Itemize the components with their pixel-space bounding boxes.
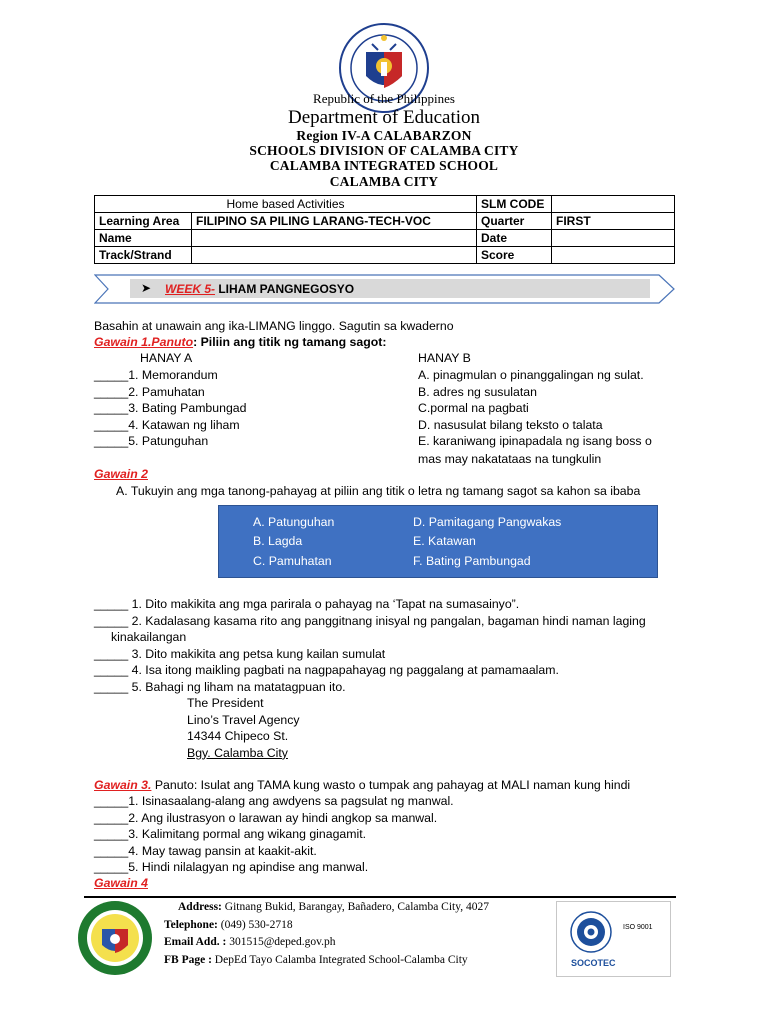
choice-f: F. Bating Pambungad: [413, 554, 531, 568]
address-line: 14344 Chipeco St.: [187, 729, 289, 744]
track-value[interactable]: [192, 247, 477, 264]
week-label: WEEK 5- LIHAM PANGNEGOSYO: [165, 282, 355, 296]
list-item: _____ 4. Isa itong maikling pagbati na nagpapahayag ng paggalang at pamamaalam.: [94, 663, 559, 678]
list-item: mas may nakatataas na tungkulin: [418, 451, 602, 466]
school-logo: [76, 899, 154, 977]
list-item: _____ 2. Kadalasang kasama rito ang panggitnang inisyal ng pangalan, bagaman hindi naman laging: [94, 613, 646, 628]
gawain3-items: [94, 793, 454, 876]
intro-text: Basahin at unawain ang ika-LIMANG linggo. Sagutin sa kwaderno: [94, 319, 454, 333]
list-item: E. karaniwang ipinapadala ng isang boss o: [418, 434, 652, 449]
list-item: _____4. Katawan ng liham: [94, 417, 240, 432]
gawain2-instruction: A. Tukuyin ang mga tanong-pahayag at piliin ang titik o letra ng tamang sagot sa kahon sa ibaba: [116, 484, 641, 498]
gawain3-heading: Gawain 3. Panuto: Isulat ang TAMA kung wasto o tumpak ang pahayag at MALI naman kung hindi: [94, 778, 631, 792]
socotec-icon: [565, 908, 617, 956]
footer-divider: [84, 896, 676, 898]
list-item: _____4. May tawag pansin at kaakit-akit.: [94, 843, 317, 858]
list-item: C.pormal na pagbati: [418, 401, 529, 416]
department-title: Department of Education: [287, 107, 481, 128]
choices-box: [218, 505, 658, 578]
list-item: _____5. Hindi nilalagyan ng apindise ang manwal.: [94, 860, 369, 875]
socotec-certification-badge: [556, 901, 671, 977]
school-line: CALAMBA INTEGRATED SCHOOL: [269, 158, 499, 173]
list-item: _____5. Patunguhan: [94, 434, 209, 449]
date-value[interactable]: [552, 230, 675, 247]
hanay-b-title: HANAY B: [418, 351, 471, 365]
list-item: _____1. Memorandum: [94, 368, 218, 382]
iso-label: ISO 9001: [623, 924, 653, 931]
list-item: _____ 5. Bahagi ng liham na matatagpuan ito.: [94, 679, 346, 694]
list-item: _____ 3. Dito makikita ang petsa kung kailan sumulat: [94, 646, 386, 661]
address-line: The President: [187, 696, 264, 710]
choice-c: C. Pamuhatan: [253, 554, 332, 568]
list-item: D. nasusulat bilang teksto o talata: [418, 417, 603, 432]
name-label: Name: [95, 230, 192, 247]
slm-code-label: SLM CODE: [477, 196, 552, 213]
list-item: _____ 1. Dito makikita ang mga parirala o pahayag na ‘Tapat na sumasainyo”.: [94, 597, 520, 611]
home-based-cell: Home based Activities: [95, 196, 477, 213]
list-item: _____1. Isinasaalang-alang ang awdyens sa pagsulat ng manwal.: [94, 794, 454, 808]
score-value[interactable]: [552, 247, 675, 264]
hanay-a-list: [94, 367, 246, 450]
division-line: SCHOOLS DIVISION OF CALAMBA CITY: [249, 143, 519, 158]
list-item: B. adres ng susulatan: [418, 384, 537, 399]
choice-b: B. Lagda: [253, 534, 303, 548]
learning-area-value: FILIPINO SA PILING LARANG-TECH-VOC: [192, 213, 477, 230]
track-label: Track/Strand: [95, 247, 192, 264]
list-item: _____2. Pamuhatan: [94, 384, 205, 399]
name-value[interactable]: [192, 230, 477, 247]
choice-e: E. Katawan: [413, 534, 476, 548]
week-banner: [94, 274, 676, 304]
hanay-a-title: HANAY A: [140, 351, 193, 365]
list-item: _____3. Kalimitang pormal ang wikang ginagamit.: [94, 827, 367, 842]
info-table: [94, 195, 675, 264]
address-sample: [187, 695, 300, 761]
choice-d: D. Pamitagang Pangwakas: [413, 515, 562, 529]
list-item: _____2. Ang ilustrasyon o larawan ay hindi angkop sa manwal.: [94, 810, 438, 825]
quarter-value: FIRST: [552, 213, 675, 230]
date-label: Date: [477, 230, 552, 247]
gawain1-heading: Gawain 1.Panuto: Piliin ang titik ng tamang sagot:: [94, 335, 387, 349]
gawain2-items: [94, 596, 646, 696]
choice-a: A. Patunguhan: [253, 515, 335, 529]
hanay-b-list: [418, 367, 652, 468]
address-line: Bgy. Calamba City: [187, 745, 288, 760]
list-item: A. pinagmulan o pinanggalingan ng sulat.: [418, 368, 644, 382]
slm-code-value[interactable]: [552, 196, 675, 213]
arrow-bullet-icon: ➤: [141, 281, 152, 295]
region-line: Region IV-A CALABARZON: [296, 128, 472, 143]
list-item: kinakailangan: [111, 630, 187, 645]
socotec-label: SOCOTEC: [571, 958, 616, 968]
learning-area-label: Learning Area: [95, 213, 192, 230]
republic-line: Republic of the Philippines: [313, 91, 455, 106]
address-line: Lino’s Travel Agency: [187, 712, 300, 727]
gawain2-heading: Gawain 2: [94, 467, 148, 481]
city-line: CALAMBA CITY: [329, 174, 439, 189]
gawain4-heading: Gawain 4: [94, 876, 148, 890]
quarter-label: Quarter: [477, 213, 552, 230]
footer-contact: Address: Gitnang Bukid, Barangay, Bañadero, Calamba City, 4027 Telephone: (049) 530-2718 Email Add. : 301515@deped.gov.ph FB Page : DepEd Tayo Calamba Integrated School-Calamba City: [164, 901, 489, 966]
list-item: _____3. Bating Pambungad: [94, 401, 247, 416]
score-label: Score: [477, 247, 552, 264]
